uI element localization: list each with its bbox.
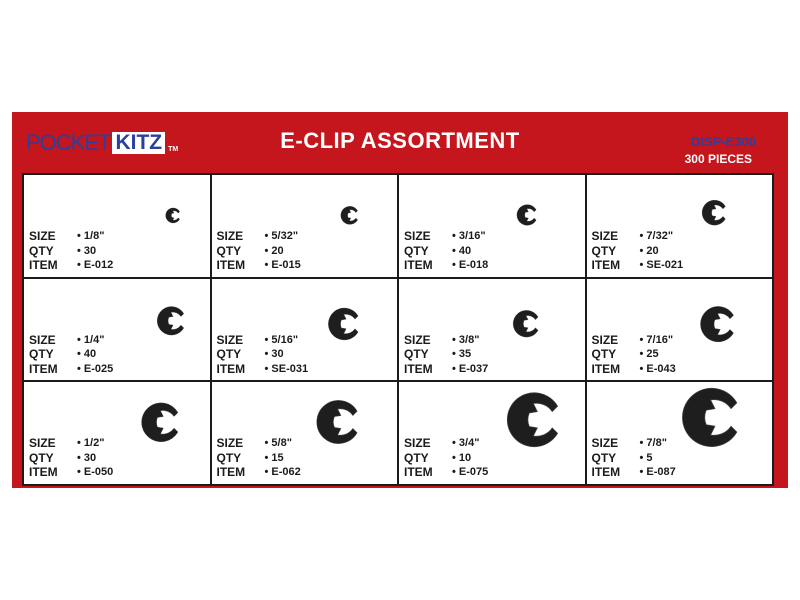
spec-row-size xyxy=(404,229,488,244)
clip-specs xyxy=(592,229,684,273)
spec-label-item: ITEM xyxy=(29,465,58,480)
spec-row-size xyxy=(404,333,488,348)
spec-label-qty: QTY xyxy=(216,243,242,258)
spec-label-qty: QTY xyxy=(404,347,429,362)
spec-row-item xyxy=(217,258,301,273)
spec-row-qty xyxy=(29,347,113,362)
spec-label-size: SIZE xyxy=(591,436,619,451)
e-clip-icon xyxy=(680,382,753,453)
spec-row-qty xyxy=(217,451,301,466)
clip-specs xyxy=(29,333,113,377)
clip-grid xyxy=(22,173,774,486)
spec-value-item: • E-012 xyxy=(77,259,114,272)
spec-value-item: • E-075 xyxy=(452,466,489,479)
spec-row-size xyxy=(217,333,309,348)
spec-row-size xyxy=(592,229,684,244)
spec-label-qty: QTY xyxy=(591,347,617,362)
spec-label-item: ITEM xyxy=(404,361,433,376)
clip-cell xyxy=(24,279,210,381)
spec-row-qty xyxy=(592,244,684,259)
e-clip-icon xyxy=(701,197,732,228)
page-title: E-CLIP ASSORTMENT xyxy=(280,128,520,153)
clip-cell xyxy=(24,382,210,484)
spec-label-size: SIZE xyxy=(29,436,56,451)
logo-pocket-text: POCKET xyxy=(26,130,111,155)
spec-value-qty: • 25 xyxy=(639,348,659,361)
e-clip-icon xyxy=(165,206,184,225)
clip-specs xyxy=(404,436,488,480)
spec-value-qty: • 40 xyxy=(77,348,97,361)
spec-value-size: • 5/32" xyxy=(264,230,299,243)
clip-specs xyxy=(592,333,676,377)
spec-value-item: • E-025 xyxy=(77,362,114,375)
spec-value-size: • 1/4" xyxy=(77,333,105,346)
spec-label-qty: QTY xyxy=(216,450,242,465)
spec-row-qty xyxy=(217,347,309,362)
clip-specs xyxy=(217,333,309,377)
spec-row-qty xyxy=(592,347,676,362)
spec-label-qty: QTY xyxy=(29,347,54,362)
e-clip-icon xyxy=(156,303,192,339)
clip-cell xyxy=(587,382,773,484)
spec-label-item: ITEM xyxy=(591,465,621,480)
spec-label-item: ITEM xyxy=(29,258,58,273)
product-code: DISP-E300 xyxy=(690,134,756,149)
spec-row-size xyxy=(29,436,113,451)
logo-kitz-text: KITZ xyxy=(112,132,165,154)
spec-row-item xyxy=(217,465,301,480)
spec-value-item: • E-018 xyxy=(452,259,489,272)
spec-label-item: ITEM xyxy=(216,258,246,273)
spec-value-item: • SE-021 xyxy=(639,259,684,272)
spec-label-qty: QTY xyxy=(404,243,429,258)
e-clip-icon xyxy=(327,304,367,344)
spec-row-size xyxy=(592,333,676,348)
spec-label-size: SIZE xyxy=(404,436,431,451)
e-clip-icon xyxy=(505,386,573,454)
clip-cell xyxy=(24,175,210,277)
spec-value-size: • 5/8" xyxy=(264,437,292,450)
spec-value-item: • E-015 xyxy=(264,259,301,272)
clip-cell xyxy=(212,279,398,381)
spec-value-qty: • 30 xyxy=(77,451,97,464)
spec-row-size xyxy=(217,436,301,451)
spec-value-size: • 7/8" xyxy=(639,437,667,450)
spec-label-item: ITEM xyxy=(404,465,433,480)
clip-specs xyxy=(592,436,676,480)
clip-specs xyxy=(29,229,113,273)
clip-specs xyxy=(217,436,301,480)
clip-cell xyxy=(399,175,585,277)
spec-value-item: • E-087 xyxy=(639,466,676,479)
e-clip-icon xyxy=(315,395,369,449)
e-clip-icon xyxy=(699,302,743,346)
clip-cell xyxy=(587,279,773,381)
spec-label-size: SIZE xyxy=(29,229,56,244)
spec-value-qty: • 35 xyxy=(452,348,472,361)
spec-value-size: • 3/16" xyxy=(452,230,486,243)
e-clip-icon xyxy=(340,204,363,227)
spec-label-qty: QTY xyxy=(29,243,54,258)
spec-value-item: • SE-031 xyxy=(264,362,309,375)
spec-row-size xyxy=(29,229,113,244)
spec-row-item xyxy=(592,258,684,273)
spec-row-item xyxy=(217,362,309,377)
spec-row-item xyxy=(29,362,113,377)
spec-value-qty: • 10 xyxy=(452,451,472,464)
spec-value-item: • E-050 xyxy=(77,466,114,479)
spec-value-qty: • 30 xyxy=(264,348,284,361)
spec-label-item: ITEM xyxy=(404,258,433,273)
spec-value-qty: • 20 xyxy=(639,244,659,257)
spec-value-item: • E-062 xyxy=(264,466,301,479)
spec-row-item xyxy=(592,465,676,480)
e-clip-icon xyxy=(516,202,542,228)
clip-specs xyxy=(404,333,488,377)
clip-specs xyxy=(217,229,301,273)
clip-specs xyxy=(29,436,113,480)
clip-cell xyxy=(212,382,398,484)
spec-label-size: SIZE xyxy=(404,229,431,244)
spec-label-qty: QTY xyxy=(591,243,617,258)
spec-label-size: SIZE xyxy=(29,332,56,347)
piece-count: 300 PIECES xyxy=(684,152,752,166)
spec-row-item xyxy=(29,465,113,480)
spec-value-size: • 1/2" xyxy=(77,437,105,450)
spec-row-qty xyxy=(404,451,488,466)
e-clip-icon xyxy=(512,307,545,340)
spec-label-qty: QTY xyxy=(591,450,617,465)
spec-value-item: • E-043 xyxy=(639,362,676,375)
spec-label-item: ITEM xyxy=(29,361,58,376)
spec-row-qty xyxy=(217,244,301,259)
spec-label-qty: QTY xyxy=(29,450,54,465)
spec-row-size xyxy=(217,229,301,244)
spec-row-item xyxy=(404,465,488,480)
spec-row-item xyxy=(404,362,488,377)
display-card xyxy=(12,112,788,488)
spec-row-qty xyxy=(404,244,488,259)
logo-trademark: TM xyxy=(168,146,179,153)
spec-label-size: SIZE xyxy=(216,332,244,347)
spec-label-item: ITEM xyxy=(591,258,621,273)
spec-row-size xyxy=(404,436,488,451)
spec-row-item xyxy=(592,362,676,377)
spec-label-item: ITEM xyxy=(216,465,246,480)
spec-value-size: • 7/16" xyxy=(639,333,674,346)
spec-row-qty xyxy=(404,347,488,362)
spec-row-qty xyxy=(29,244,113,259)
card-header xyxy=(12,112,788,170)
clip-cell xyxy=(212,175,398,277)
spec-label-size: SIZE xyxy=(216,436,244,451)
spec-label-item: ITEM xyxy=(216,361,246,376)
spec-value-size: • 3/8" xyxy=(452,333,480,346)
clip-specs xyxy=(404,229,488,273)
spec-value-size: • 3/4" xyxy=(452,437,480,450)
clip-cell xyxy=(587,175,773,277)
spec-row-qty xyxy=(592,451,676,466)
spec-row-item xyxy=(29,258,113,273)
spec-value-size: • 5/16" xyxy=(264,333,299,346)
spec-value-size: • 1/8" xyxy=(77,230,105,243)
spec-value-qty: • 30 xyxy=(77,244,97,257)
spec-value-qty: • 20 xyxy=(264,244,284,257)
spec-row-qty xyxy=(29,451,113,466)
spec-label-item: ITEM xyxy=(591,361,621,376)
spec-label-size: SIZE xyxy=(216,229,244,244)
spec-row-size xyxy=(29,333,113,348)
spec-label-size: SIZE xyxy=(404,332,431,347)
spec-label-size: SIZE xyxy=(591,332,619,347)
clip-cell xyxy=(399,382,585,484)
spec-value-qty: • 15 xyxy=(264,451,284,464)
spec-row-size xyxy=(592,436,676,451)
e-clip-icon xyxy=(140,398,189,447)
spec-label-qty: QTY xyxy=(404,450,429,465)
spec-value-item: • E-037 xyxy=(452,362,489,375)
spec-value-qty: • 5 xyxy=(639,451,653,464)
clip-cell xyxy=(399,279,585,381)
spec-row-item xyxy=(404,258,488,273)
spec-value-qty: • 40 xyxy=(452,244,472,257)
spec-label-size: SIZE xyxy=(591,229,619,244)
spec-value-size: • 7/32" xyxy=(639,230,674,243)
spec-label-qty: QTY xyxy=(216,347,242,362)
